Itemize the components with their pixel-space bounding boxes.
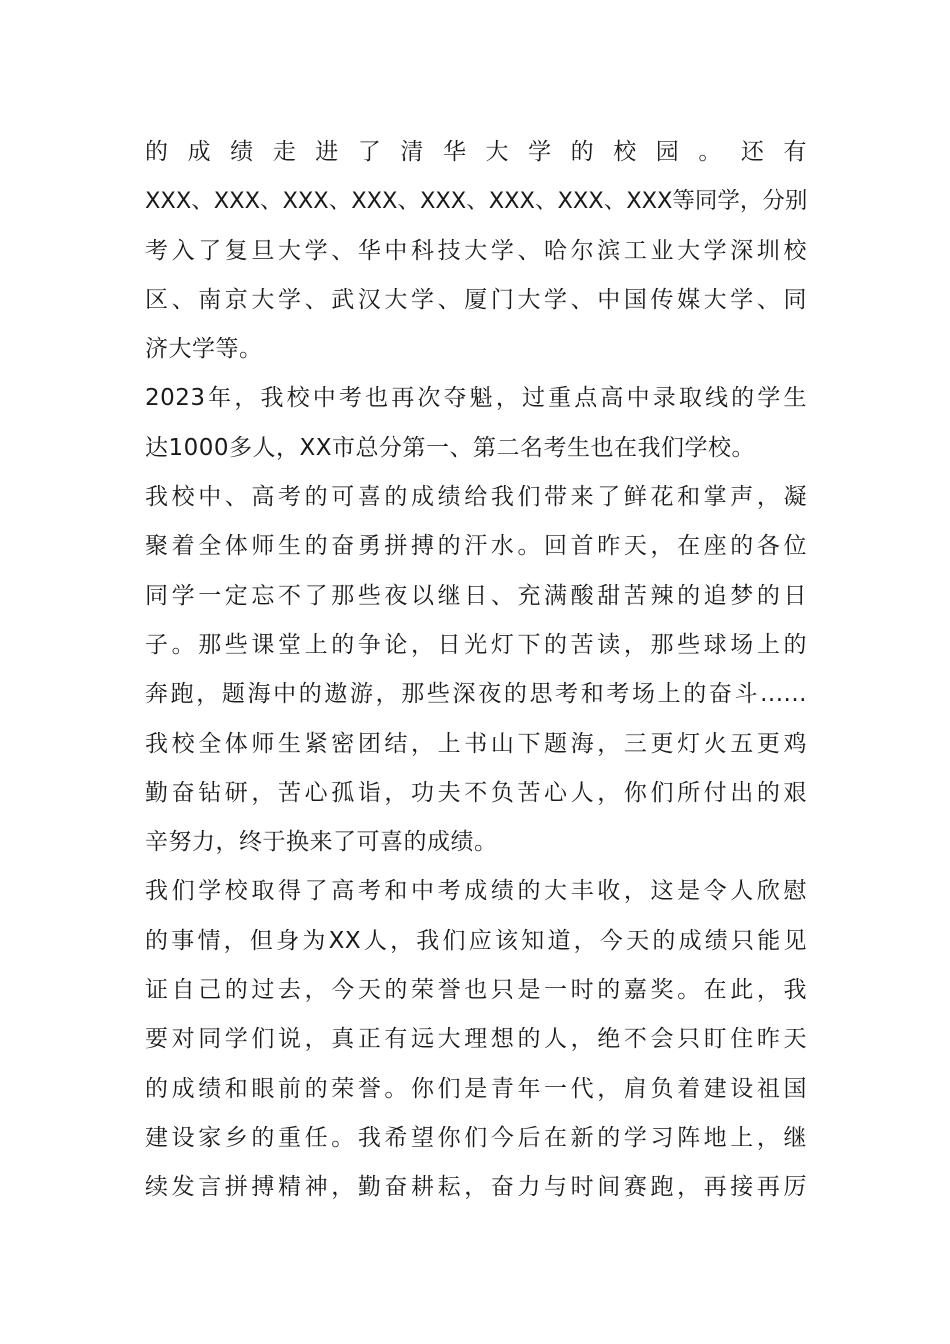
text-line: 的事情，但身为XX人，我们应该知道，今天的成绩只能见 <box>145 927 807 954</box>
text-line: 奔跑，题海中的遨游，那些深夜的思考和考场上的奋斗...... <box>145 681 807 708</box>
text-line: 要对同学们说，真正有远大理想的人，绝不会只盯住昨天 <box>145 1026 807 1053</box>
text-line: 的成绩走进了清华大学的校园。还有 <box>145 139 807 165</box>
text-line: 的成绩和眼前的荣誉。你们是青年一代，肩负着建设祖国 <box>145 1075 807 1102</box>
text-line: 辛努力，终于换来了可喜的成绩。 <box>145 829 498 856</box>
text-line: 同学一定忘不了那些夜以继日、充满酸甜苦辣的追梦的日 <box>145 582 807 609</box>
text-line: 我校中、高考的可喜的成绩给我们带来了鲜花和掌声，凝 <box>145 484 807 511</box>
text-line: 我校全体师生紧密团结，上书山下题海，三更灯火五更鸡 <box>145 730 807 757</box>
text-line: 达1000多人，XX市总分第一、第二名考生也在我们学校。 <box>145 434 756 461</box>
text-line: 勤奋钻研，苦心孤诣，功夫不负苦心人，你们所付出的艰 <box>145 779 807 806</box>
text-line: 考入了复旦大学、华中科技大学、哈尔滨工业大学深圳校 <box>145 237 807 264</box>
text-line: 聚着全体师生的奋勇拼搏的汗水。回首昨天，在座的各位 <box>145 533 807 560</box>
text-line: 续发言拼搏精神，勤奋耕耘，奋力与时间赛跑，再接再厉 <box>145 1174 807 1201</box>
text-line: 建设家乡的重任。我希望你们今后在新的学习阵地上，继 <box>145 1124 807 1151</box>
text-line: 济大学等。 <box>145 336 263 363</box>
text-line: 区、南京大学、武汉大学、厦门大学、中国传媒大学、同 <box>145 286 807 313</box>
text-line: 证自己的过去，今天的荣誉也只是一时的嘉奖。在此，我 <box>145 977 807 1004</box>
text-line: 我们学校取得了高考和中考成绩的大丰收，这是令人欣慰 <box>145 878 807 905</box>
text-line: XXX、XXX、XXX、XXX、XXX、XXX、XXX、XXX等同学，分别 <box>145 188 808 215</box>
text-line: 子。那些课堂上的争论，日光灯下的苦读，那些球场上的 <box>145 631 807 658</box>
document-body <box>145 128 807 1213</box>
text-line: 2023年，我校中考也再次夺魁，过重点高中录取线的学生 <box>145 385 807 412</box>
